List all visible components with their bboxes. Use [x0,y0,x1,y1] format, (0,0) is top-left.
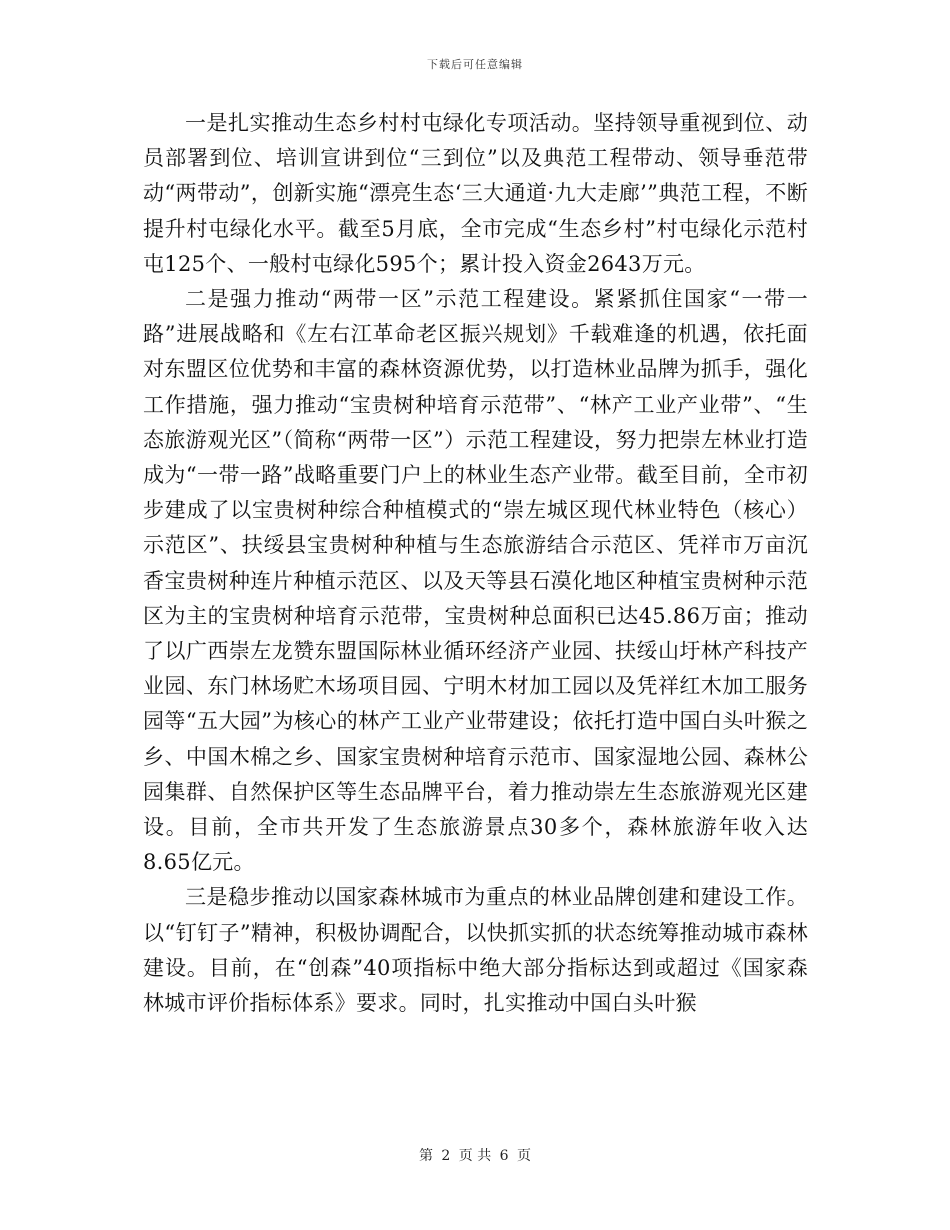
page-number-total: 6 [499,1148,509,1164]
paragraph-3: 三是稳步推动以国家森林城市为重点的林业品牌创建和建设工作。以“钉钉子”精神，积极协调配合，以快抓实抓的状态统筹推动城市森林建设。目前，在“创森”40项指标中绝大部分指标达到或超过《国家森林城市评价指标体系》要求。同时，扎实推动中国白头叶猴 [143,885,808,1016]
page-number-prefix: 第 [418,1148,433,1164]
page-number [0,1145,950,1165]
page-number-current: 2 [441,1148,451,1164]
page-number-suffix: 页 [517,1148,532,1164]
paragraph-1: 一是扎实推动生态乡村村屯绿化专项活动。坚持领导重视到位、动员部署到位、培训宣讲到位“三到位”以及典范工程带动、领导垂范带动“两带动”，创新实施“漂亮生态‘三大通道·九大走廊’”典范工程，不断提升村屯绿化水平。截至5月底，全市完成“生态乡村”村屯绿化示范村屯125个、一般村屯绿化595个；累计投入资金2643万元。 [143,111,808,276]
document-body [143,106,808,1021]
page-header-note: 下载后可任意编辑 [427,58,523,71]
page-number-middle: 页 共 [458,1148,492,1164]
paragraph-2: 二是强力推动“两带一区”示范工程建设。紧紧抓住国家“一带一路”进展战略和《左右江革命老区振兴规划》千载难逢的机遇，依托面对东盟区位优势和丰富的森林资源优势，以打造林业品牌为抓手，强化工作措施，强力推动“宝贵树种培育示范带”、“林产工业产业带”、“生态旅游观光区”（简称“两带一区”）示范工程建设，努力把崇左林业打造成为“一带一路”战略重要门户上的林业生态产业带。截至目前，全市初步建成了以宝贵树种综合种植模式的“崇左城区现代林业特色（核心）示范区”、扶绥县宝贵树种种植与生态旅游结合示范区、凭祥市万亩沉香宝贵树种连片种植示范区、以及天等县石漠化地区种植宝贵树种示范区为主的宝贵树种培育示范带，宝贵树种总面积已达45.86万亩；推动了以广西崇左龙赞东盟国际林业循环经济产业园、扶绥山圩林产科技产业园、东门林场贮木场项目园、宁明木材加工园以及凭祥红木加工服务园等“五大园”为核心的林产工业产业带建设；依托打造中国白头叶猴之乡、中国木棉之乡、国家宝贵树种培育示范市、国家湿地公园、森林公园集群、自然保护区等生态品牌平台，着力推动崇左生态旅游观光区建设。目前，全市共开发了生态旅游景点30多个，森林旅游年收入达8.65亿元。 [143,287,808,875]
